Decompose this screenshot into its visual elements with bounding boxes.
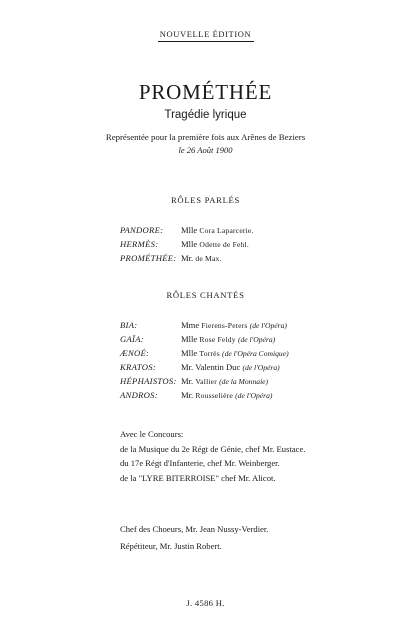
cast-row — [0, 334, 411, 348]
cast-row — [0, 390, 411, 404]
actor-title: Mr. — [181, 253, 194, 263]
actor-title: Mr. — [181, 362, 194, 372]
role-name: PROMÉTHÉE: — [120, 253, 177, 263]
premiere-note: Représentée pour la première fois aux Arênes de Beziers — [105, 132, 306, 142]
actor-entry — [181, 320, 287, 330]
role-name: ÆNOÉ: — [120, 348, 150, 358]
actor-entry — [181, 362, 280, 372]
cast-row — [0, 348, 411, 362]
opera-house: (de l'Opéra) — [242, 363, 280, 372]
opera-house: (de l'Opéra Comique) — [222, 349, 289, 358]
credits-line: du 17e Régt d'Infanterie, chef Mr. Weinberger. — [120, 458, 280, 468]
cast-row — [0, 225, 411, 239]
edition-underline — [158, 41, 254, 42]
actor-name: Vallier — [195, 377, 217, 386]
credits-line: de la "LYRE BITERROISE" chef Mr. Alicot. — [120, 472, 276, 483]
actor-title: Mlle — [181, 239, 198, 249]
credits-block — [120, 429, 305, 487]
actor-name: Rose Feldy — [199, 335, 236, 344]
role-name: HERMÈS: — [120, 239, 159, 249]
cast-row — [0, 239, 411, 253]
actor-name: Rousselière — [195, 391, 233, 400]
actor-title: Mr. — [181, 376, 194, 386]
actor-entry — [181, 239, 249, 249]
spoken-roles-heading: RÔLES PARLÉS — [171, 195, 240, 205]
role-name: PANDORE: — [120, 225, 164, 235]
actor-entry — [181, 253, 222, 263]
actor-name: Fierens-Peters — [201, 321, 248, 330]
role-name: ANDROS: — [120, 390, 158, 400]
actor-entry — [181, 348, 289, 358]
edition-label: NOUVELLE ÉDITION — [159, 29, 252, 39]
actor-title: Mlle — [181, 348, 198, 358]
work-title: PROMÉTHÉE — [138, 80, 273, 104]
cast-row — [0, 320, 411, 334]
credits-line: de la Musique du 2e Régt de Génie, chef Mr. Eustace. — [120, 443, 306, 454]
actor-entry — [181, 225, 254, 235]
actor-entry — [181, 334, 275, 344]
sung-roles-heading: RÔLES CHANTÉS — [166, 290, 245, 300]
role-name: BIA: — [120, 320, 138, 330]
actor-title: Mme — [181, 320, 200, 330]
opera-house: (de l'Opéra) — [249, 321, 287, 330]
work-subtitle: Tragédie lyrique — [164, 109, 247, 121]
actor-name: Valentin Duc — [195, 362, 241, 372]
actor-entry — [181, 376, 268, 386]
cast-row — [0, 362, 411, 376]
plate-number: J. 4586 H. — [186, 598, 225, 608]
actor-name: Torrès — [199, 349, 220, 358]
actor-entry — [181, 390, 272, 400]
credits-line: Avec le Concours: — [120, 429, 184, 439]
premiere-date: le 26 Août 1900 — [178, 145, 233, 155]
crew-line: Chef des Choeurs, Mr. Jean Nussy-Verdier. — [120, 524, 269, 534]
cast-row — [0, 253, 411, 267]
crew-line: Répétiteur, Mr. Justin Robert. — [120, 541, 222, 551]
actor-name: Odette de Fehl. — [199, 240, 249, 249]
role-name: KRATOS: — [120, 362, 157, 372]
actor-title: Mr. — [181, 390, 194, 400]
actor-title: Mlle — [181, 334, 198, 344]
role-name: HÉPHAISTOS: — [120, 376, 177, 386]
cast-row — [0, 376, 411, 390]
actor-title: Mlle — [181, 225, 198, 235]
crew-block — [120, 524, 268, 558]
role-name: GAÏA: — [120, 334, 144, 344]
opera-house: (de l'Opéra) — [237, 335, 276, 344]
actor-name: Cora Laparcerie. — [199, 226, 254, 235]
actor-name: de Max. — [195, 254, 222, 263]
opera-house: (de la Monnaie) — [219, 377, 269, 386]
opera-house: (de l'Opéra) — [235, 391, 273, 400]
